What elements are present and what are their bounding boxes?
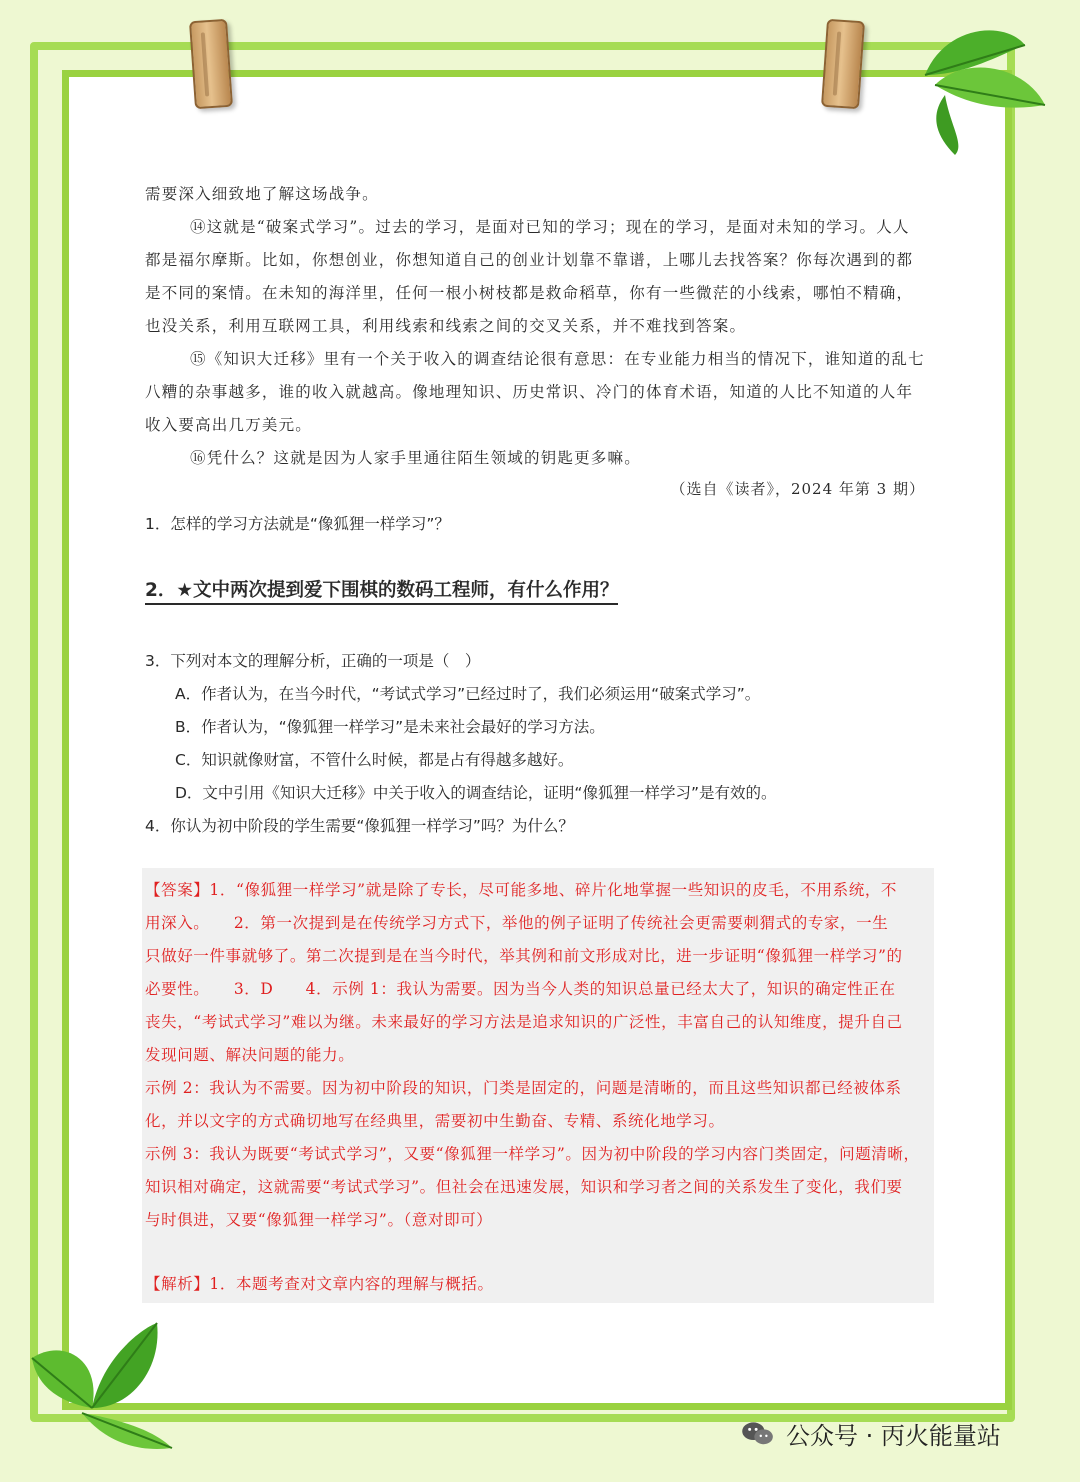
right-clip-icon: [821, 19, 865, 109]
paragraph-15-line: 收入要高出几万美元。: [145, 416, 313, 434]
passage-line: 需要深入细致地了解这场战争。: [145, 185, 379, 203]
leaf-top-right-icon: [905, 15, 1055, 155]
question-1: 1．怎样的学习方法就是“像狐狸一样学习”？: [145, 515, 450, 533]
watermark-text: 公众号 · 丙火能量站: [786, 1422, 1001, 1450]
wechat-icon: [740, 1421, 776, 1447]
paragraph-14-line: 都是福尔摩斯。比如，你想创业，你想知道自己的创业计划靠不靠谱，上哪儿去找答案？你每次遇到的都: [145, 251, 914, 269]
question-2: 2．★文中两次提到爱下围棋的数码工程师，有什么作用？: [145, 576, 618, 605]
option-b: B．作者认为，“像狐狸一样学习”是未来社会最好的学习方法。: [175, 718, 605, 736]
answer-line: 知识相对确定，这就需要“考试式学习”。但社会在迅速发展，知识和学习者之间的关系发生了变化，我们要: [145, 1178, 903, 1196]
leaf-bottom-left-icon: [22, 1318, 182, 1458]
source-citation: （选自《读者》，2024 年第 3 期）: [670, 480, 925, 498]
option-d: D．文中引用《知识大迁移》中关于收入的调查结论，证明“像狐狸一样学习”是有效的。: [175, 784, 777, 802]
paragraph-14-line: ⑭这就是“破案式学习”。过去的学习，是面对已知的学习；现在的学习，是面对未知的学习。人人: [190, 218, 910, 236]
option-a: A．作者认为，在当今时代，“考试式学习”已经过时了，我们必须运用“破案式学习”。: [175, 685, 761, 703]
answer-line: 发现问题、解决问题的能力。: [145, 1046, 355, 1064]
answer-line: 【答案】1．“像狐狸一样学习”就是除了专长，尽可能多地、碎片化地掌握一些知识的皮毛，不用系统，不: [145, 881, 898, 899]
analysis-line: 【解析】1．本题考查对文章内容的理解与概括。: [145, 1275, 494, 1293]
answer-line: 用深入。 2．第一次提到是在传统学习方式下，举他的例子证明了传统社会更需要刺猬式的专家，一生: [145, 914, 889, 932]
answer-line: 丧失，“考试式学习”难以为继。未来最好的学习方法是追求知识的广泛性，丰富自己的认知维度，提升自己: [145, 1013, 903, 1031]
answer-line: 只做好一件事就够了。第二次提到是在当今时代，举其例和前文形成对比，进一步证明“像狐狸一样学习”的: [145, 947, 903, 965]
answer-line: 与时俱进，又要“像狐狸一样学习”。（意对即可）: [145, 1211, 493, 1229]
paragraph-15-line: 八糟的杂事越多，谁的收入就越高。像地理知识、历史常识、冷门的体育术语，知道的人比不知道的人年: [145, 383, 914, 401]
paragraph-14-line: 也没关系，利用互联网工具，利用线索和线索之间的交叉关系，并不难找到答案。: [145, 317, 747, 335]
left-clip-icon: [189, 19, 233, 109]
question-3: 3．下列对本文的理解分析，正确的一项是（ ）: [145, 652, 481, 670]
paragraph-14-line: 是不同的案情。在未知的海洋里，任何一根小树枝都是救命稻草，你有一些微茫的小线索，哪怕不精确，: [145, 284, 914, 302]
question-4: 4．你认为初中阶段的学生需要“像狐狸一样学习”吗？为什么？: [145, 817, 574, 835]
paragraph-15-line: ⑮《知识大迁移》里有一个关于收入的调查结论很有意思：在专业能力相当的情况下，谁知道的乱七: [190, 350, 925, 368]
answer-line: 必要性。 3．D 4．示例 1：我认为需要。因为当今人类的知识总量已经太大了，知识的确定性正在: [145, 980, 896, 998]
watermark: [740, 1416, 1001, 1451]
option-c: C．知识就像财富，不管什么时候，都是占有得越多越好。: [175, 751, 574, 769]
answer-line: 示例 2：我认为不需要。因为初中阶段的知识，门类是固定的，问题是清晰的，而且这些知识都已经被体系: [145, 1079, 902, 1097]
answer-line: 化，并以文字的方式确切地写在经典里，需要初中生勤奋、专精、系统化地学习。: [145, 1112, 725, 1130]
answer-line: 示例 3：我认为既要“考试式学习”，又要“像狐狸一样学习”。因为初中阶段的学习内容门类固定，问题清晰，: [145, 1145, 920, 1163]
paragraph-16-line: ⑯凭什么？这就是因为人家手里通往陌生领域的钥匙更多嘛。: [190, 449, 641, 467]
